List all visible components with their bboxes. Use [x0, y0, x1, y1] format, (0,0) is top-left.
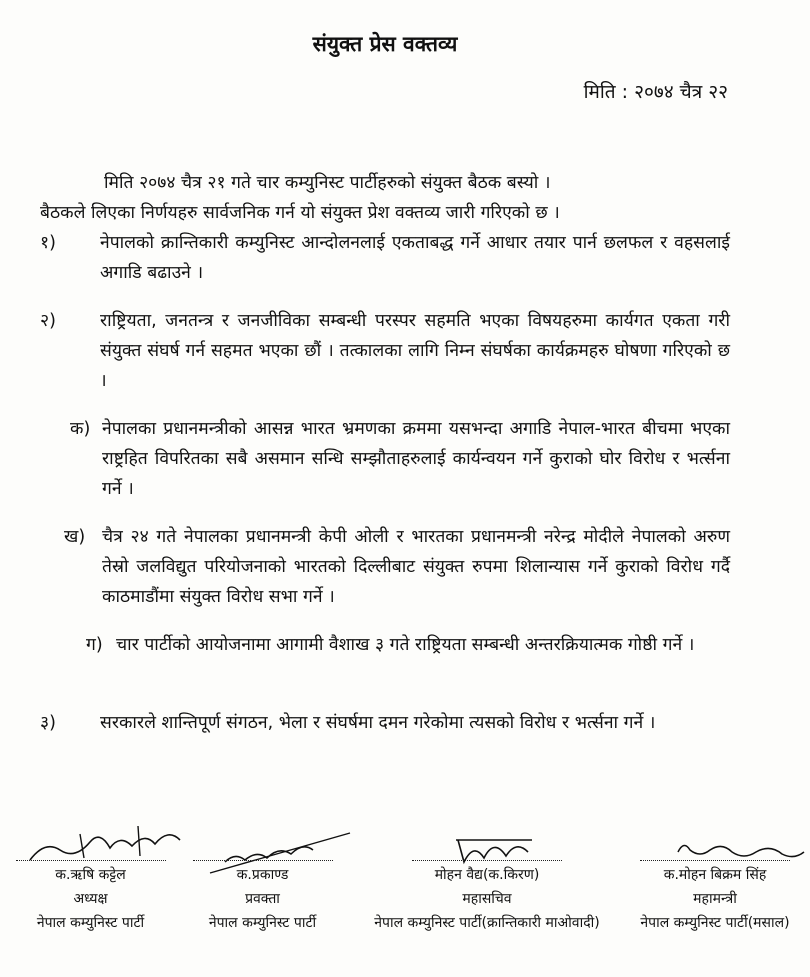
- intro-line-2: बैठकले लिएका निर्णयहरु सार्वजनिक गर्न यो संयुक्त प्रेश वक्तव्य जारी गरिएको छ ।: [40, 203, 560, 223]
- item-text: राष्ट्रियता, जनतन्त्र र जनजीविका सम्बन्धी परस्पर सहमति भएका विषयहरुमा कार्यगत एकता गरी संयुक्त संघर्ष गर्न सहमत भएका छौं । तत्कालका लागि निम्न संघर्षका कार्यक्रमहरु घोषणा गरिएको छ ।: [100, 311, 730, 391]
- signatory-4: [620, 860, 810, 935]
- document-date: मिति : २०७४ चैत्र २२: [583, 81, 728, 103]
- signatory-2: [180, 860, 345, 935]
- item-text: नेपालका प्रधानमन्त्रीको आसन्न भारत भ्रमणका क्रममा यसभन्दा अगाडि नेपाल-भारत बीचमा भएका राष्ट्रहित विपरितका सबै असमान सन्धि सम्झौताहरुलाई कार्यन्वयन गर्ने कुराको घोर विरोध र भर्त्सना गर्ने ।: [102, 419, 730, 499]
- document-title: संयुक्त प्रेस वक्तव्य: [312, 32, 458, 56]
- signatory-party: नेपाल कम्युनिस्ट पार्टी(क्रान्तिकारी माओवादी): [374, 915, 600, 931]
- signatory-role: महामन्त्री: [693, 891, 737, 907]
- list-item-ka: [70, 414, 730, 504]
- item-text: चैत्र २४ गते नेपालका प्रधानमन्त्री केपी ओली र भारतका प्रधानमन्त्री नरेन्द्र मोदीले नेपालको अरुण तेस्रो जलविद्युत परियोजनाको भारतको दिल्लीबाट संयुक्त रुपमा शिलान्यास गर्ने कुराको विरोध गर्दै काठमाडौंमा संयुक्त विरोध सभा गर्ने ।: [102, 527, 730, 607]
- signatory-name: मोहन वैद्य(क.किरण): [434, 867, 540, 883]
- signatory-1: [8, 860, 173, 935]
- signatory-name: क.ऋषि कट्टेल: [55, 867, 126, 883]
- signatory-3: [342, 860, 632, 935]
- item-number: क): [70, 419, 91, 439]
- intro-line-1: मिति २०७४ चैत्र २१ गते चार कम्युनिस्ट पार्टीहरुको संयुक्त बैठक बस्यो ।: [104, 173, 551, 193]
- item-number: २): [40, 311, 56, 331]
- signatory-role: अध्यक्ष: [73, 891, 108, 907]
- item-text: नेपालको क्रान्तिकारी कम्युनिस्ट आन्दोलनलाई एकताबद्ध गर्ने आधार तयार पार्न छलफल र वहसलाई अगाडि बढाउने ।: [100, 233, 730, 283]
- list-item-1: [40, 228, 730, 288]
- list-item-kha: [64, 522, 730, 612]
- signatory-party: नेपाल कम्युनिस्ट पार्टी: [36, 915, 145, 931]
- item-number: ग): [86, 635, 103, 655]
- list-item-2: [40, 306, 730, 396]
- signatory-party: नेपाल कम्युनिस्ट पार्टी(मसाल): [640, 915, 790, 931]
- item-number: १): [40, 233, 56, 253]
- signatory-party: नेपाल कम्युनिस्ट पार्टी: [208, 915, 317, 931]
- signatory-name: क.मोहन बिक्रम सिंह: [663, 867, 767, 883]
- item-text: चार पार्टीको आयोजनामा आगामी वैशाख ३ गते राष्ट्रियता सम्बन्धी अन्तरक्रियात्मक गोष्ठी गर्ने ।: [116, 635, 695, 655]
- signatory-name: क.प्रकाण्ड: [236, 867, 289, 883]
- item-text: सरकारले शान्तिपूर्ण संगठन, भेला र संघर्षमा दमन गरेकोमा त्यसको विरोध र भर्त्सना गर्ने ।: [100, 713, 656, 733]
- item-number: ३): [40, 713, 56, 733]
- list-item-3: [40, 708, 730, 768]
- item-number: ख): [64, 527, 86, 547]
- signatory-role: प्रवक्ता: [245, 891, 280, 907]
- list-item-ga: [86, 630, 730, 690]
- signatory-role: महासचिव: [462, 891, 512, 907]
